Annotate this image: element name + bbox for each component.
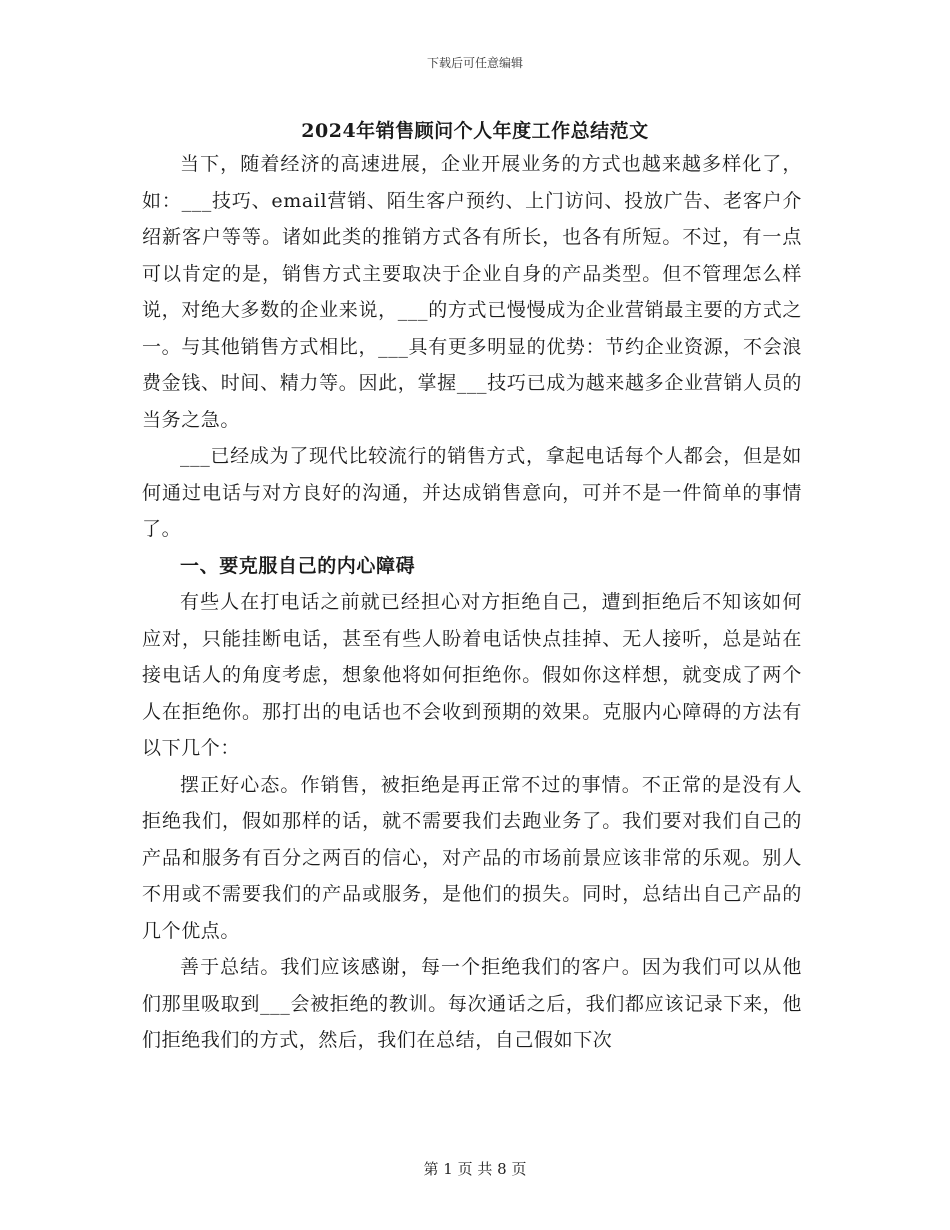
document-body (142, 146, 802, 1059)
page-number: 第 1 页 共 8 页 (423, 1160, 527, 1178)
section-1-paragraph-3: 善于总结。我们应该感谢，每一个拒绝我们的客户。因为我们可以从他们那里吸取到___会被拒绝的教训。每次通话之后，我们都应该记录下来，他们拒绝我们的方式，然后，我们在总结，自己假如下次 (142, 956, 802, 1051)
intro-paragraph-2: ___已经成为了现代比较流行的销售方式，拿起电话每个人都会，但是如何通过电话与对方良好的沟通，并达成销售意向，可并不是一件简单的事情了。 (142, 445, 802, 540)
section-1-paragraph-1: 有些人在打电话之前就已经担心对方拒绝自己，遭到拒绝后不知该如何应对，只能挂断电话，甚至有些人盼着电话快点挂掉、无人接听，总是站在接电话人的角度考虑，想象他将如何拒绝你。假如你这样想，就变成了两个人在拒绝你。那打出的电话也不会收到预期的效果。克服内心障碍的方法有以下几个： (142, 591, 802, 759)
section-1-paragraph-2: 摆正好心态。作销售，被拒绝是再正常不过的事情。不正常的是没有人拒绝我们，假如那样的话，就不需要我们去跑业务了。我们要对我们自己的产品和服务有百分之两百的信心，对产品的市场前景应该非常的乐观。别人不用或不需要我们的产品或服务，是他们的损失。同时，总结出自己产品的几个优点。 (142, 773, 802, 942)
header-note: 下载后可任意编辑 (426, 56, 523, 70)
section-heading-1: 一、要克服自己的内心障碍 (180, 554, 416, 577)
document-title: 2024年销售顾问个人年度工作总结范文 (301, 120, 649, 142)
intro-paragraph-1: 当下，随着经济的高速进展，企业开展业务的方式也越来越多样化了，如：___技巧、email营销、陌生客户预约、上门访问、投放广告、老客户介绍新客户等等。诸如此类的推销方式各有所长，也各有所短。不过，有一点可以肯定的是，销售方式主要取决于企业自身的产品类型。但不管理怎么样说，对绝大多数的企业来说，___的方式已慢慢成为企业营销最主要的方式之一。与其他销售方式相比，___具有更多明显的优势：节约企业资源，不会浪费金钱、时间、精力等。因此，掌握___技巧已成为越来越多企业营销人员的当务之急。 (142, 153, 802, 431)
